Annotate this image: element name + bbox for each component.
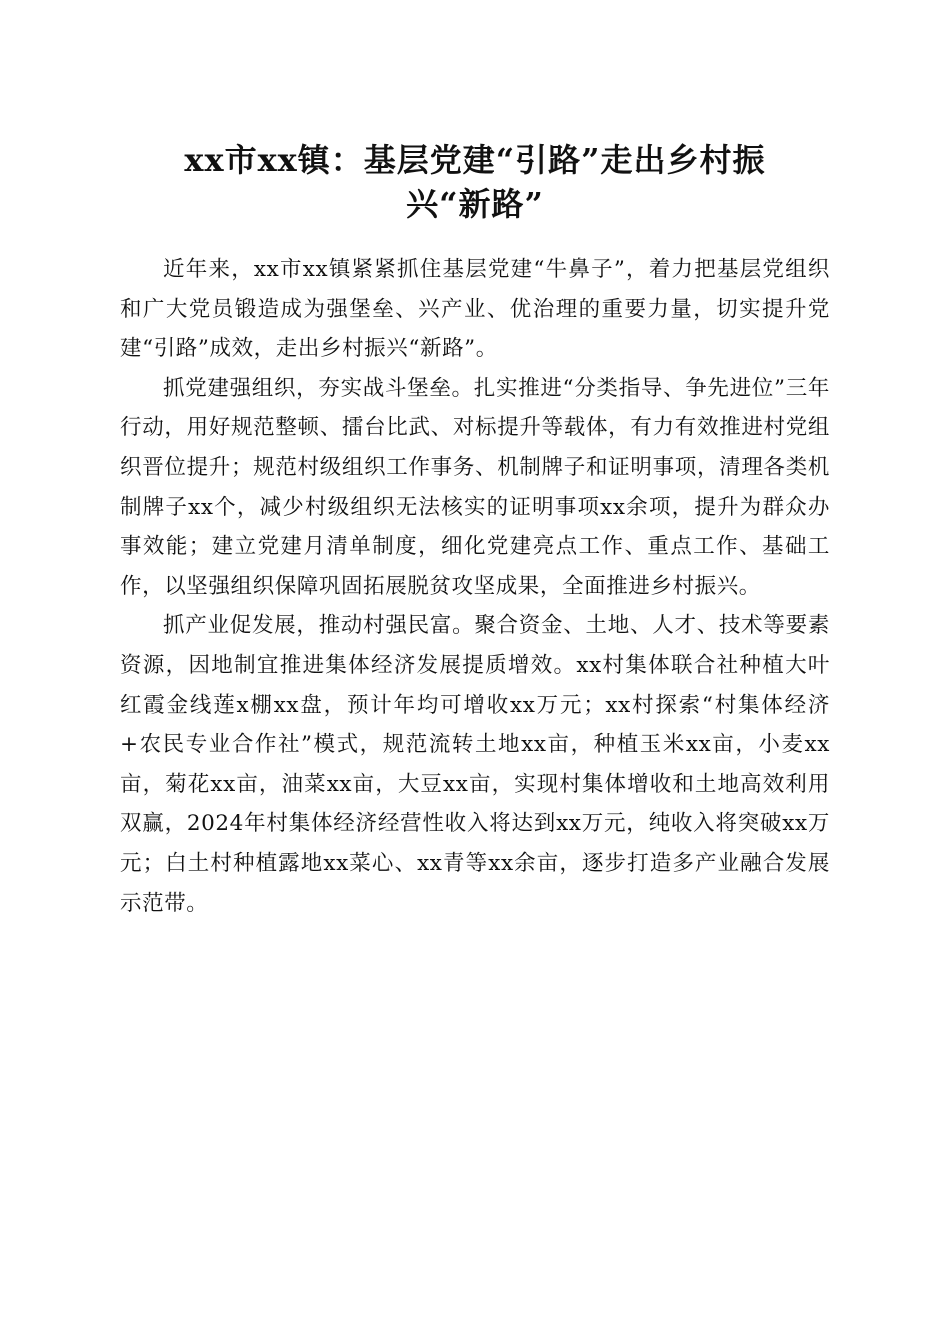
document-title [120,138,830,226]
paragraph-intro: 近年来，xx市xx镇紧紧抓住基层党建“牛鼻子”，着力把基层党组织和广大党员锻造成为强堡垒、兴产业、优治理的重要力量，切实提升党建“引路”成效，走出乡村振兴“新路”。 [120,257,830,362]
paragraph-organization: 抓党建强组织，夯实战斗堡垒。扎实推进“分类指导、争先进位”三年行动，用好规范整顿、擂台比武、对标提升等载体，有力有效推进村党组织晋位提升；规范村级组织工作事务、机制牌子和证明事项，清理各类机制牌子xx个，减少村级组织无法核实的证明事项xx余项，提升为群众办事效能；建立党建月清单制度，细化党建亮点工作、重点工作、基础工作，以坚强组织保障巩固拓展脱贫攻坚成果，全面推进乡村振兴。 [120,375,830,599]
paragraph-industry: 抓产业促发展，推动村强民富。聚合资金、土地、人才、技术等要素资源，因地制宜推进集体经济发展提质增效。xx村集体联合社种植大叶红霞金线莲x棚xx盘，预计年均可增收xx万元；xx村探索“村集体经济+农民专业合作社”模式，规范流转土地xx亩，种植玉米xx亩，小麦xx亩，菊花xx亩，油菜xx亩，大豆xx亩，实现村集体增收和土地高效利用双赢，2024年村集体经济经营性收入将达到xx万元，纯收入将突破xx万元；白土村种植露地xx菜心、xx青等xx余亩，逐步打造多产业融合发展示范带。 [120,613,830,916]
title-line-2: 兴“新路” [406,185,544,223]
document-body [120,250,830,923]
title-line-1: xx市xx镇：基层党建“引路”走出乡村振 [184,141,766,179]
